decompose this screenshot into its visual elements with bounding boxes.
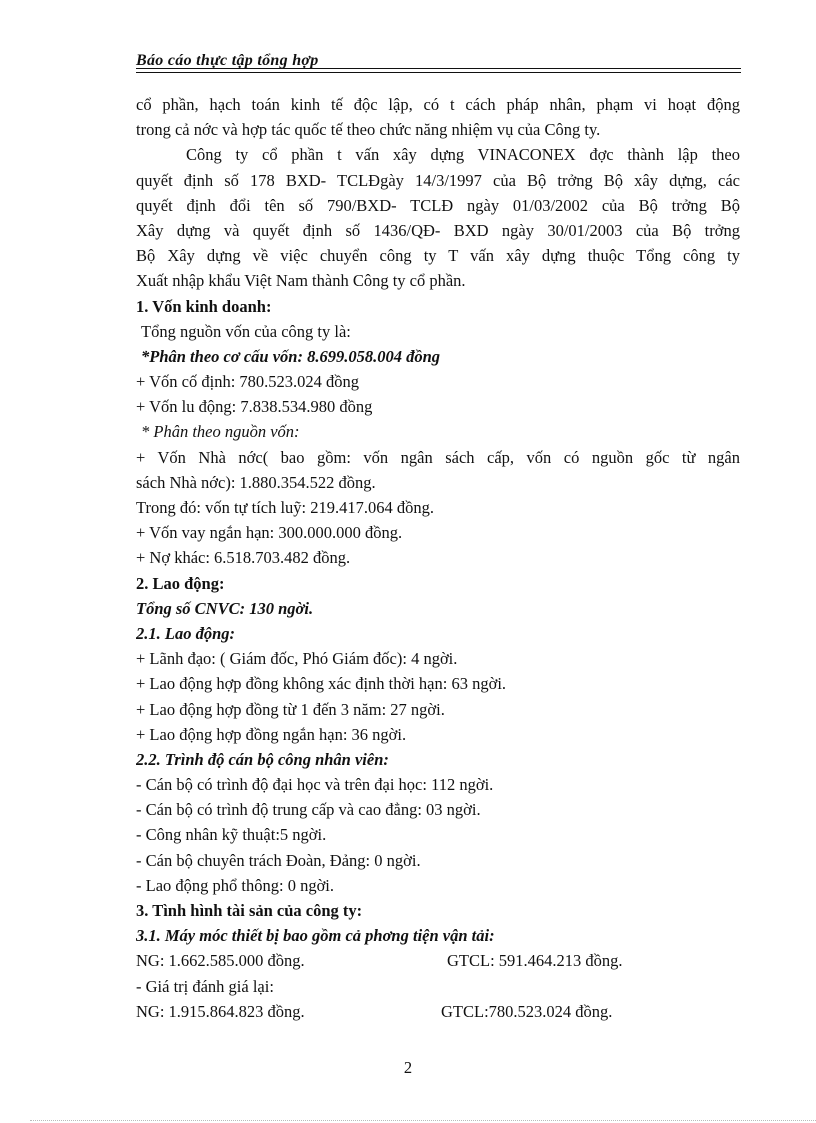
gtcl-value: GTCL: 591.464.213 đồng.	[447, 951, 623, 971]
header-title: Báo cáo thực tập tổng hợp	[136, 52, 319, 69]
header-rule-thin	[136, 72, 741, 73]
paragraph-line: Bộ Xây dựng về việc chuyển công ty T vấn xây dựng thuộc Tổng công ty	[136, 246, 740, 266]
page-header	[136, 52, 741, 70]
header-rule-thick	[136, 68, 741, 69]
paragraph-line: quyết định đổi tên số 790/BXD- TCLĐ ngày 01/03/2002 của Bộ trởng Bộ	[136, 195, 740, 215]
list-item: + Nợ khác: 6.518.703.482 đồng.	[136, 548, 351, 568]
list-item: + Lao động hợp đồng không xác định thời hạn: 63 ngời.	[136, 674, 507, 694]
list-item: + Vốn Nhà nớc( bao gồm: vốn ngân sách cấp, vốn có nguồn gốc từ ngân	[136, 447, 740, 467]
ng-value: NG: 1.915.864.823 đồng.	[136, 1001, 305, 1021]
text-line: sách Nhà nớc): 1.880.354.522 đồng.	[136, 472, 376, 492]
section-heading: 2. Lao động:	[136, 573, 225, 593]
paragraph-line: cổ phần, hạch toán kinh tế độc lập, có t cách pháp nhân, phạm vi hoạt động	[136, 95, 740, 114]
section-heading: 3. Tình hình tài sản của công ty:	[136, 901, 363, 920]
paragraph-line: quyết định số 178 BXD- TCLĐgày 14/3/1997 của Bộ trởng Bộ xây dựng, các	[136, 170, 740, 190]
paragraph-line: Xuất nhập khẩu Việt Nam thành Công ty cổ phần.	[136, 271, 466, 291]
page-number: 2	[403, 1058, 413, 1077]
paragraph-line: Xây dựng và quyết định số 1436/QĐ- BXD ngày 30/01/2003 của Bộ trởng	[136, 220, 740, 240]
paragraph-line: trong cả nớc và hợp tác quốc tế theo chức năng nhiệm vụ của Công ty.	[136, 120, 601, 140]
list-item: + Vốn vay ngắn hạn: 300.000.000 đồng.	[136, 523, 403, 543]
value-row	[136, 948, 740, 973]
list-item: + Lao động hợp đồng từ 1 đến 3 năm: 27 ngời.	[136, 699, 445, 719]
subheading: 3.1. Máy móc thiết bị bao gồm cả phơng tiện vận tải:	[136, 926, 495, 946]
document-body	[136, 92, 740, 1024]
list-item: - Cán bộ chuyên trách Đoàn, Đảng: 0 ngời.	[136, 850, 421, 870]
subheading: Tổng số CNVC: 130 ngời.	[136, 598, 314, 618]
list-item: - Công nhân kỹ thuật:5 ngời.	[136, 825, 327, 845]
list-item: + Lao động hợp đồng ngắn hạn: 36 ngời.	[136, 724, 407, 744]
text-line: Trong đó: vốn tự tích luỹ: 219.417.064 đồng.	[136, 498, 435, 517]
subheading: 2.2. Trình độ cán bộ công nhân viên:	[136, 749, 389, 769]
list-item: - Lao động phổ thông: 0 ngời.	[136, 875, 334, 895]
list-item: - Giá trị đánh giá lại:	[136, 976, 274, 996]
list-item: + Vốn lu động: 7.838.534.980 đồng	[136, 397, 373, 417]
section-heading: 1. Vốn kinh doanh:	[136, 296, 272, 316]
list-item: + Lãnh đạo: ( Giám đốc, Phó Giám đốc): 4 ngời.	[136, 649, 458, 669]
subheading: * Phân theo nguồn vốn:	[141, 422, 300, 442]
list-item: - Cán bộ có trình độ trung cấp và cao đẳng: 03 ngời.	[136, 800, 481, 820]
subheading: 2.1. Lao động:	[136, 623, 235, 643]
value-row	[136, 999, 740, 1024]
subheading: *Phân theo cơ cấu vốn: 8.699.058.004 đồng	[141, 346, 440, 366]
gtcl-value: GTCL:780.523.024 đồng.	[441, 1001, 613, 1021]
text-line: Tổng nguồn vốn của công ty là:	[141, 321, 351, 341]
list-item: + Vốn cố định: 780.523.024 đồng	[136, 372, 360, 392]
page-bottom-border	[30, 1120, 816, 1121]
list-item: - Cán bộ có trình độ đại học và trên đại học: 112 ngời.	[136, 775, 494, 795]
ng-value: NG: 1.662.585.000 đồng.	[136, 951, 305, 971]
paragraph-line: Công ty cổ phần t vấn xây dựng VINACONEX đợc thành lập theo	[186, 145, 740, 165]
